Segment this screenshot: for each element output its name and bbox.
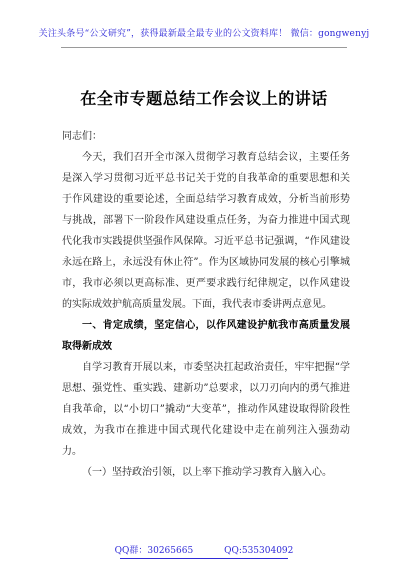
document-body	[62, 126, 350, 483]
footer	[0, 543, 408, 556]
footer-qq: QQ:535304092	[224, 546, 294, 556]
paragraph: 自学习教育开展以来，市委坚决扛起政治责任，牢牢把握“学思想、强党性、重实践、建新功”总要求，以刀刃向内的勇气推进自我革命，以“小切口”撬动“大变革”，推动作风建设取得阶段性成效，为我市在推进中国式现代化建设中走在前列注入强劲动力。	[62, 362, 350, 457]
document-title: 在全市专题总结工作会议上的讲话	[80, 89, 328, 108]
salutation: 同志们：	[62, 131, 102, 142]
paragraph: 今天，我们召开全市深入贯彻学习教育总结会议，主要任务是深入学习贯彻习近平总书记关于党的自我革命的重要思想和关于作风建设的重要论述，全面总结学习教育成效，分析当前形势与挑战，部署下一阶段作风建设重点任务，为奋力推进中国式现代化我市实践提供坚强作风保障。习近平总书记强调，“作风建设永远在路上，永远没有休止符”。作为区域协同发展的核心引擎城市，我市必须以更高标准、更严要求践行纪律规定，以作风建设的实际成效护航高质量发展。下面，我代表市委讲两点意见。	[62, 152, 350, 310]
section-heading: 一、肯定成绩，坚定信心，以作风建设护航我市高质量发展取得新成效	[62, 320, 350, 352]
footer-underline	[120, 558, 288, 559]
sub-heading: （一）坚持政治引领，以上率下推动学习教育入脑入心。	[82, 467, 332, 478]
header-note: 关注头条号“公文研究”，获得最新最全最专业的公文资料库！ 微信：gongwenyj	[38, 29, 370, 39]
header-divider	[61, 47, 347, 48]
footer-qq-group: QQ群：30265665	[114, 546, 194, 556]
